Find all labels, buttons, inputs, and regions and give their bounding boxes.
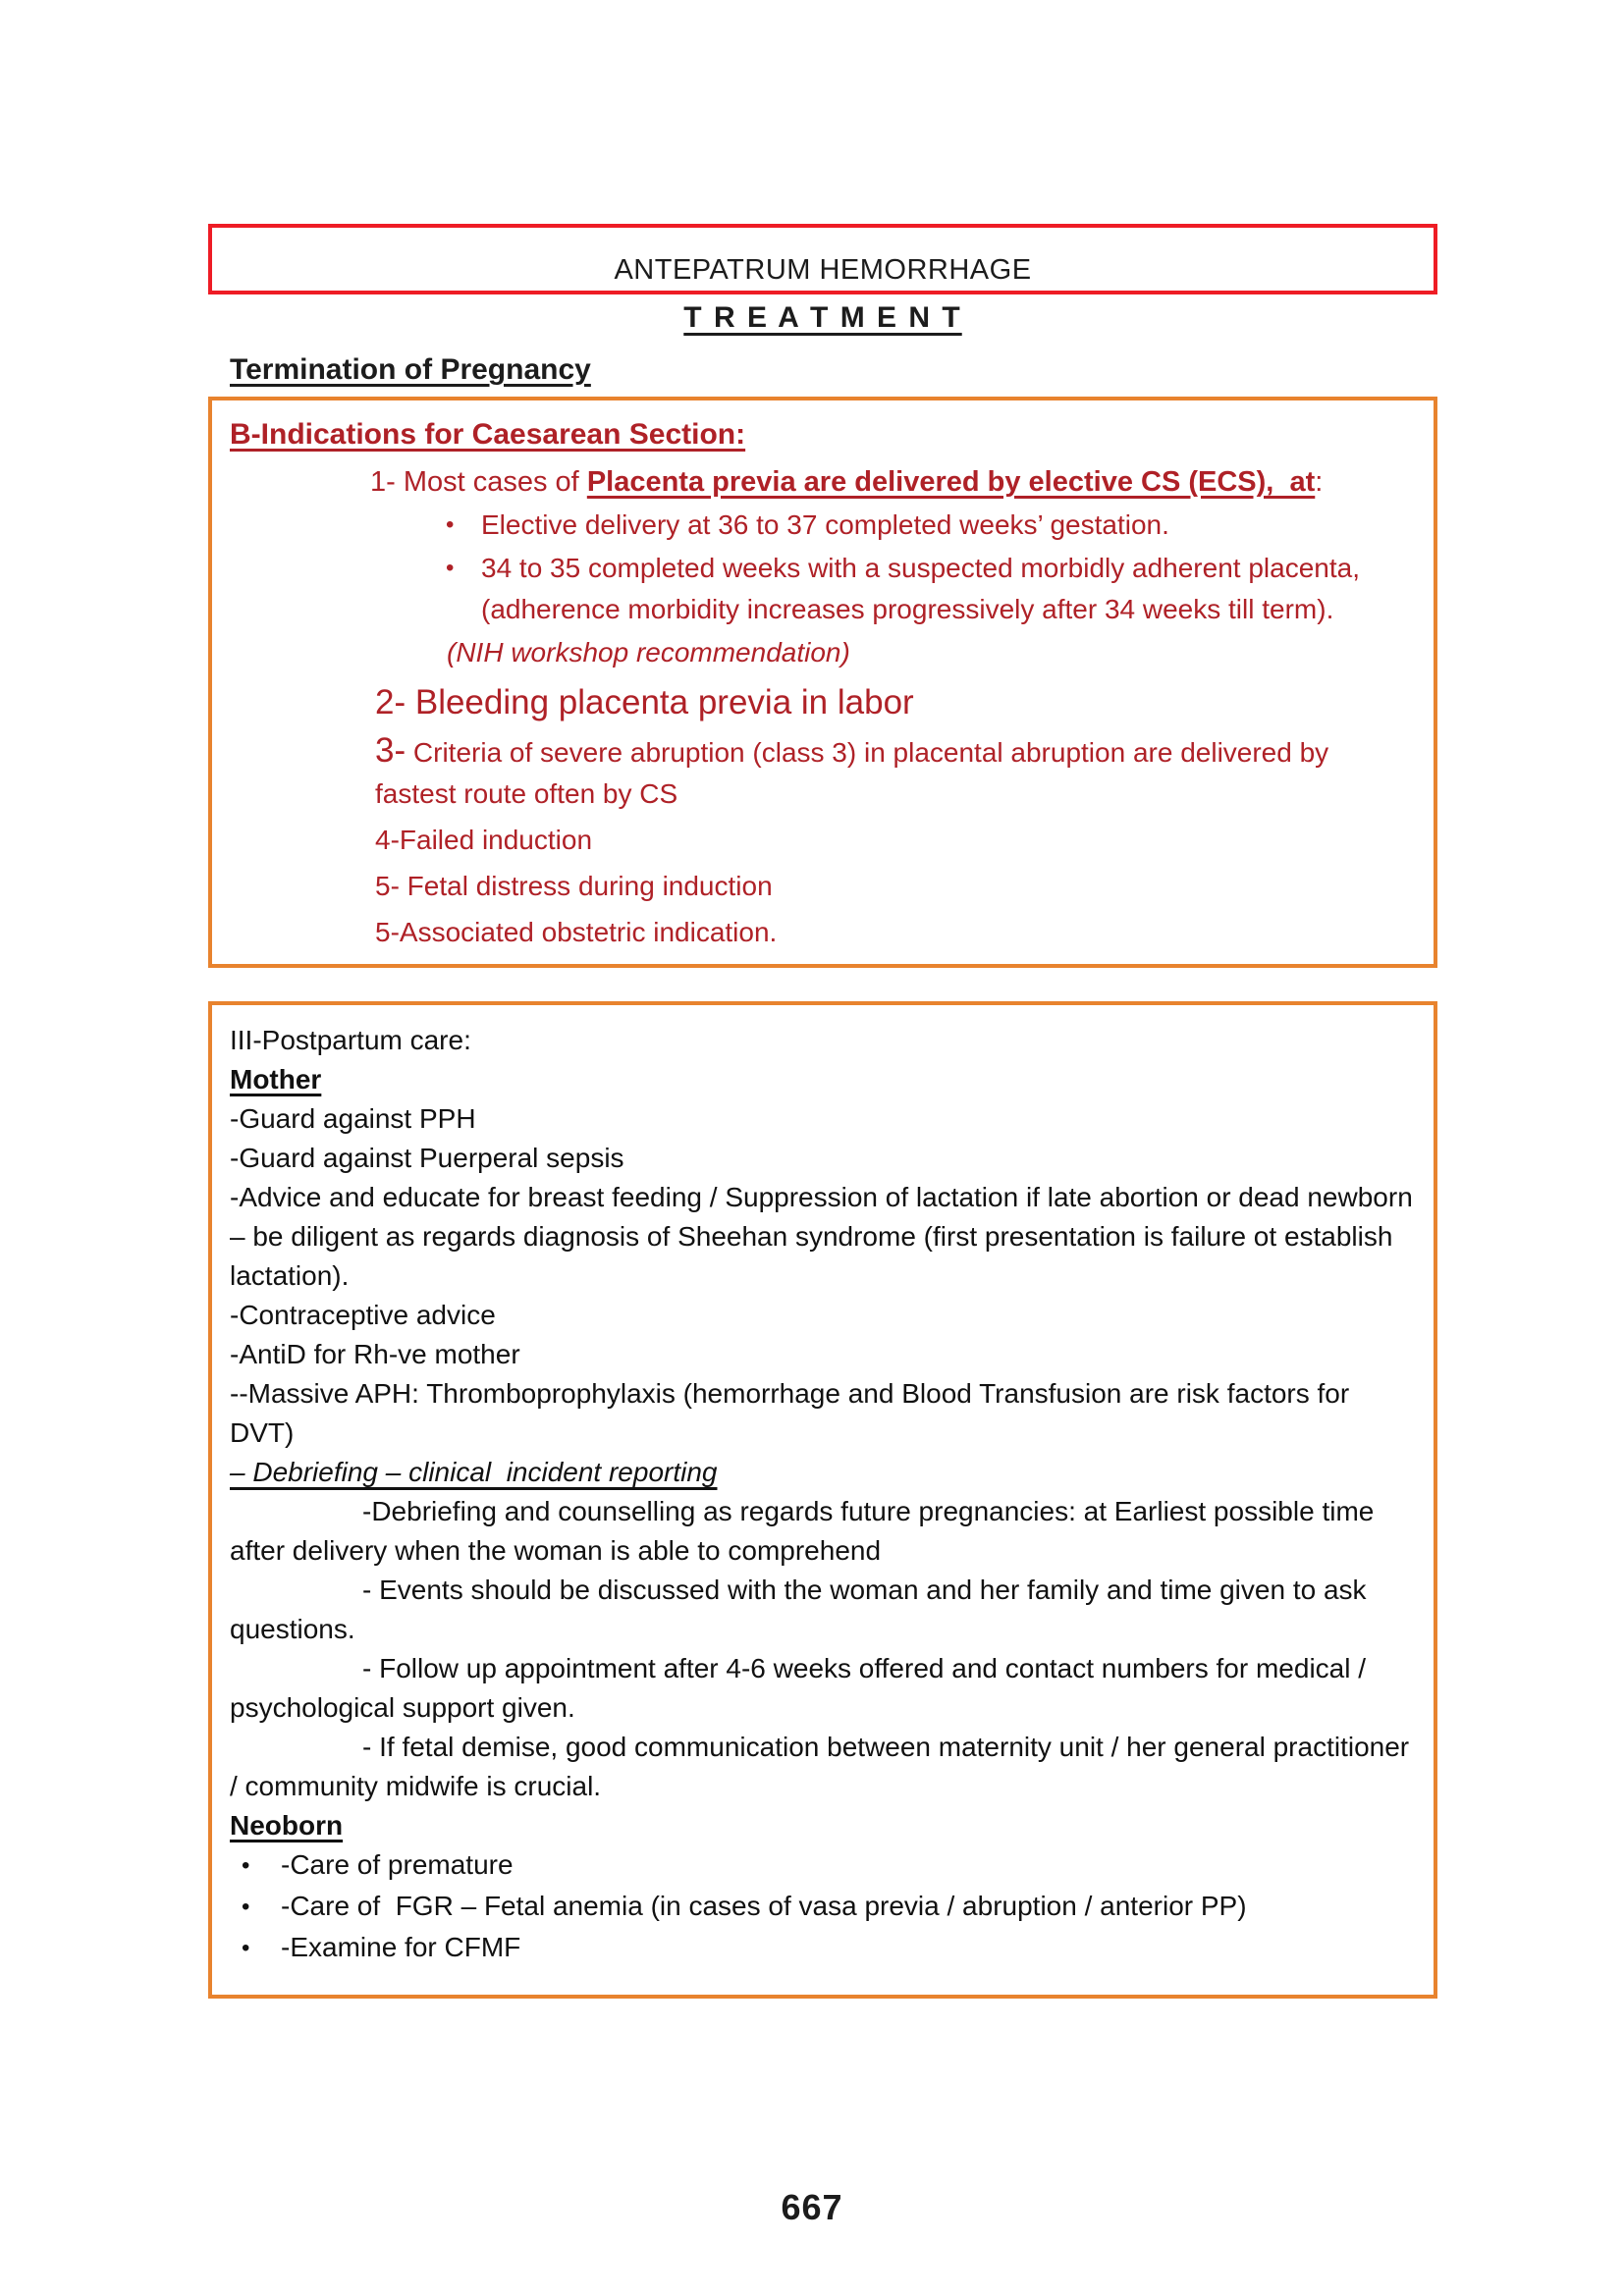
bullet-icon: •	[446, 555, 455, 581]
debriefing-para-2: - Follow up appointment after 4-6 weeks offered and contact numbers for medical / psychological support given.	[230, 1653, 1381, 1723]
caesarean-item-1-suffix: :	[1315, 466, 1324, 498]
postpartum-heading: III-Postpartum care:	[230, 1025, 471, 1055]
debriefing-para-1: - Events should be discussed with the woman and her family and time given to ask questions.	[230, 1575, 1375, 1644]
mother-item-1: -Guard against Puerperal sepsis	[230, 1143, 624, 1173]
caesarean-item-5	[375, 866, 1416, 907]
caesarean-item-6-text: 5-Associated obstetric indication.	[375, 917, 778, 947]
nih-note	[447, 632, 1416, 673]
caesarean-item-4	[375, 820, 1416, 861]
page-number: 667	[781, 2187, 843, 2227]
mother-item-3: -Contraceptive advice	[230, 1300, 496, 1330]
caesarean-item-2	[375, 679, 1416, 726]
bullet-icon: •	[242, 1935, 250, 1961]
treatment-heading-wrap	[208, 301, 1437, 335]
mother-heading: Mother	[230, 1064, 322, 1095]
bullet-icon: •	[242, 1852, 250, 1879]
caesarean-item-1-prefix: 1- Most cases of	[370, 466, 587, 498]
caesarean-item-1-emphasis: Placenta previa are delivered by elective CS (ECS), at	[586, 466, 1316, 498]
nih-note-text: (NIH workshop recommendation)	[447, 637, 850, 667]
page-title: ANTEPATRUM HEMORRHAGE	[614, 254, 1032, 286]
neoborn-item-1	[242, 1887, 1416, 1928]
debriefing-para-3: - If fetal demise, good communication between maternity unit / her general practitioner / community midwife is crucial.	[230, 1732, 1417, 1801]
page-number-wrap	[0, 2187, 1624, 2228]
mother-item-0: -Guard against PPH	[230, 1103, 476, 1134]
debriefing-heading: – Debriefing – clinical incident reporting	[230, 1457, 718, 1487]
caesarean-item-6	[375, 912, 1416, 953]
caesarean-bullet-0	[446, 505, 1416, 546]
termination-heading: Termination of Pregnancy	[230, 353, 591, 386]
caesarean-bullet-0-text: Elective delivery at 36 to 37 completed weeks’ gestation.	[481, 509, 1169, 540]
bullet-icon: •	[446, 511, 455, 538]
title-box	[208, 224, 1437, 294]
caesarean-bullet-1	[446, 548, 1416, 630]
caesarean-item-5-text: 5- Fetal distress during induction	[375, 871, 773, 901]
neoborn-item-0	[242, 1845, 1416, 1887]
termination-heading-wrap	[230, 353, 591, 387]
caesarean-heading: B-Indications for Caesarean Section:	[230, 418, 746, 451]
caesarean-item-1	[370, 461, 1416, 503]
caesarean-item-2-text: 2- Bleeding placenta previa in labor	[375, 683, 914, 721]
neoborn-item-2-text: -Examine for CFMF	[281, 1932, 521, 1962]
caesarean-item-4-text: 4-Failed induction	[375, 825, 593, 855]
caesarean-indications-box	[208, 397, 1437, 968]
bullet-icon: •	[242, 1894, 250, 1920]
caesarean-item-3-text: Criteria of severe abruption (class 3) in placental abruption are delivered by fastest route often by CS	[375, 737, 1336, 809]
debriefing-para-0: -Debriefing and counselling as regards future pregnancies: at Earliest possible time after delivery when the woman is able to comprehend	[230, 1496, 1382, 1566]
neoborn-heading: Neoborn	[230, 1810, 344, 1841]
postpartum-care-box	[208, 1001, 1437, 1999]
neoborn-item-1-text: -Care of FGR – Fetal anemia (in cases of vasa previa / abruption / anterior PP)	[281, 1891, 1247, 1921]
mother-item-4: -AntiD for Rh-ve mother	[230, 1339, 520, 1369]
treatment-heading: T R E A T M E N T	[683, 301, 962, 334]
caesarean-heading-wrap	[230, 414, 1416, 455]
caesarean-bullet-1-text: 34 to 35 completed weeks with a suspected morbidly adherent placenta, (adherence morbidity increases progressively after 34 weeks till term).	[481, 553, 1368, 624]
neoborn-item-2	[242, 1928, 1416, 1969]
mother-item-5: --Massive APH: Thromboprophylaxis (hemorrhage and Blood Transfusion are risk factors for DVT)	[230, 1378, 1357, 1448]
neoborn-item-0-text: -Care of premature	[281, 1849, 514, 1880]
mother-item-2: -Advice and educate for breast feeding / Suppression of lactation if late abortion or dead newborn – be diligent as regards diagnosis of Sheehan syndrome (first presentation is failure ot establish lactation).	[230, 1182, 1421, 1291]
caesarean-item-3-number: 3-	[375, 731, 406, 770]
caesarean-item-3	[375, 730, 1416, 815]
